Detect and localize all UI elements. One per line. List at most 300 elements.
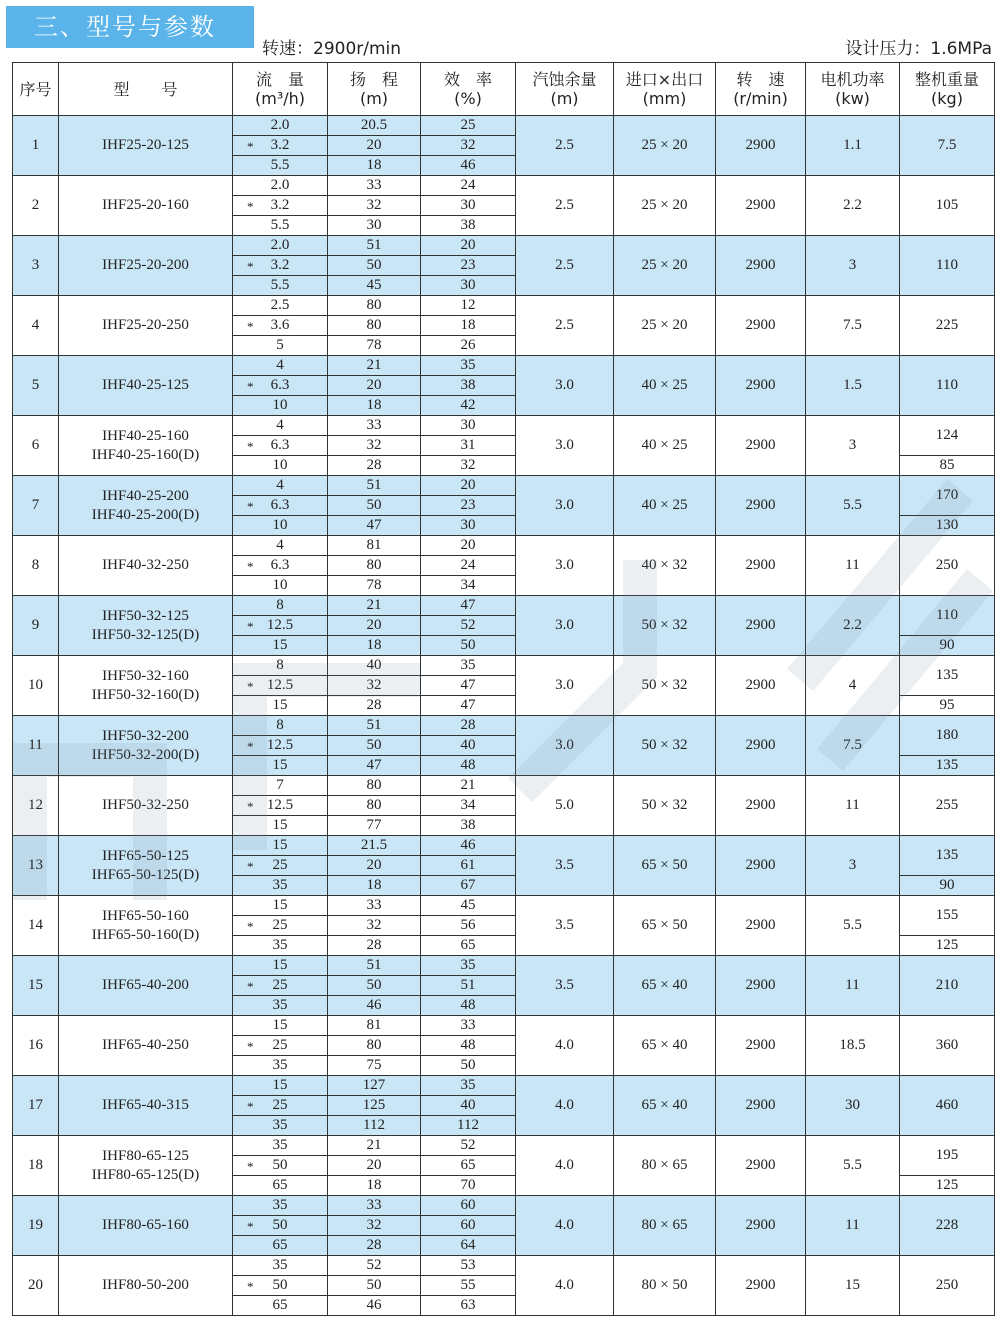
efficiency-value: 38 — [421, 216, 516, 236]
flow-number: 15 — [272, 1077, 288, 1093]
header-flow: 流 量 (m³/h) — [233, 63, 328, 116]
rated-point-mark: * — [247, 619, 254, 634]
flow-value — [233, 836, 328, 856]
flow-value — [233, 796, 328, 816]
speed-value: 2900 — [716, 896, 806, 956]
inlet-outlet-value: 25 × 20 — [614, 176, 716, 236]
flow-number: 6.3 — [270, 497, 290, 513]
head-value: 33 — [328, 896, 421, 916]
flow-value — [233, 436, 328, 456]
head-value: 80 — [328, 296, 421, 316]
flow-number: 35 — [272, 1057, 288, 1073]
npsh-value: 5.0 — [516, 776, 614, 836]
efficiency-value: 46 — [421, 156, 516, 176]
model-name: IHF40-25-160 — [102, 427, 189, 444]
flow-value — [233, 716, 328, 736]
header-weight: 整机重量 (kg) — [900, 63, 995, 116]
npsh-value: 3.5 — [516, 896, 614, 956]
head-value: 80 — [328, 556, 421, 576]
flow-value — [233, 916, 328, 936]
flow-value — [233, 816, 328, 836]
head-value: 32 — [328, 1216, 421, 1236]
flow-number: 4 — [276, 417, 284, 433]
inlet-outlet-value: 65 × 40 — [614, 1016, 716, 1076]
weight-value: 155 — [900, 896, 995, 936]
model-cell — [59, 836, 233, 896]
rated-point-mark: * — [247, 919, 254, 934]
rated-point-mark: * — [247, 259, 254, 274]
model-cell — [59, 716, 233, 776]
flow-number: 65 — [272, 1177, 288, 1193]
head-value: 78 — [328, 336, 421, 356]
table-row — [13, 536, 995, 556]
efficiency-value: 20 — [421, 236, 516, 256]
head-value: 32 — [328, 436, 421, 456]
header-power: 电机功率 (kw) — [806, 63, 900, 116]
efficiency-value: 25 — [421, 116, 516, 136]
row-number: 5 — [13, 356, 59, 416]
flow-value — [233, 1236, 328, 1256]
model-cell — [59, 596, 233, 656]
flow-number: 4 — [276, 357, 284, 373]
row-number: 11 — [13, 716, 59, 776]
efficiency-value: 52 — [421, 616, 516, 636]
table-row — [13, 416, 995, 436]
flow-value — [233, 116, 328, 136]
flow-value — [233, 536, 328, 556]
flow-value — [233, 656, 328, 676]
npsh-value: 3.0 — [516, 656, 614, 716]
model-cell — [59, 1136, 233, 1196]
flow-value — [233, 196, 328, 216]
weight-value: 360 — [900, 1016, 995, 1076]
header-model: 型 号 — [59, 63, 233, 116]
inlet-outlet-value: 40 × 25 — [614, 416, 716, 476]
power-value: 11 — [806, 956, 900, 1016]
model-name: IHF50-32-250 — [102, 797, 189, 813]
header-efficiency: 效 率 (%) — [421, 63, 516, 116]
flow-number: 12.5 — [266, 617, 294, 633]
weight-value: 125 — [900, 936, 995, 956]
model-name: IHF40-32-250 — [102, 557, 189, 573]
efficiency-value: 50 — [421, 636, 516, 656]
rated-point-mark: * — [247, 859, 254, 874]
npsh-value: 3.5 — [516, 956, 614, 1016]
efficiency-value: 35 — [421, 956, 516, 976]
flow-number: 3.2 — [270, 197, 290, 213]
table-row — [13, 1136, 995, 1156]
flow-number: 25 — [272, 857, 288, 873]
npsh-value: 4.0 — [516, 1136, 614, 1196]
header-npsh: 汽蚀余量 (m) — [516, 63, 614, 116]
flow-number: 35 — [272, 1117, 288, 1133]
model-name: IHF80-65-125 — [102, 1147, 189, 1164]
speed-value: 2900 — [716, 536, 806, 596]
head-value: 30 — [328, 216, 421, 236]
power-value: 2.2 — [806, 596, 900, 656]
rated-point-mark: * — [247, 559, 254, 574]
speed-value: 2900 — [716, 416, 806, 476]
model-name: IHF50-32-200 — [102, 727, 189, 744]
power-value: 3 — [806, 236, 900, 296]
head-value: 50 — [328, 256, 421, 276]
flow-value — [233, 636, 328, 656]
power-value: 5.5 — [806, 896, 900, 956]
efficiency-value: 67 — [421, 876, 516, 896]
model-name: IHF40-25-200(D) — [91, 506, 200, 523]
flow-number: 25 — [272, 1037, 288, 1053]
power-value: 2.2 — [806, 176, 900, 236]
flow-value — [233, 996, 328, 1016]
flow-number: 15 — [272, 697, 288, 713]
npsh-value: 4.0 — [516, 1256, 614, 1316]
model-cell — [59, 656, 233, 716]
flow-value — [233, 356, 328, 376]
head-value: 47 — [328, 516, 421, 536]
flow-number: 35 — [272, 1197, 288, 1213]
efficiency-value: 30 — [421, 416, 516, 436]
model-cell — [59, 1196, 233, 1256]
efficiency-value: 48 — [421, 756, 516, 776]
efficiency-value: 38 — [421, 376, 516, 396]
inlet-outlet-value: 50 × 32 — [614, 716, 716, 776]
efficiency-value: 47 — [421, 696, 516, 716]
row-number: 4 — [13, 296, 59, 356]
head-value: 18 — [328, 396, 421, 416]
power-value: 5.5 — [806, 1136, 900, 1196]
row-number: 15 — [13, 956, 59, 1016]
head-value: 21 — [328, 1136, 421, 1156]
flow-number: 15 — [272, 817, 288, 833]
weight-value: 130 — [900, 516, 995, 536]
flow-number: 65 — [272, 1297, 288, 1313]
flow-number: 35 — [272, 877, 288, 893]
head-value: 45 — [328, 276, 421, 296]
head-value: 80 — [328, 316, 421, 336]
efficiency-value: 46 — [421, 836, 516, 856]
head-value: 18 — [328, 876, 421, 896]
efficiency-value: 61 — [421, 856, 516, 876]
efficiency-value: 34 — [421, 576, 516, 596]
rated-point-mark: * — [247, 1159, 254, 1174]
head-value: 20 — [328, 856, 421, 876]
speed-value: 2900 — [716, 596, 806, 656]
rated-point-mark: * — [247, 499, 254, 514]
parameter-table — [12, 62, 995, 1316]
model-name: IHF65-50-160(D) — [91, 926, 200, 943]
row-number: 2 — [13, 176, 59, 236]
efficiency-value: 24 — [421, 556, 516, 576]
inlet-outlet-value: 65 × 50 — [614, 836, 716, 896]
head-value: 127 — [328, 1076, 421, 1096]
flow-number: 12.5 — [266, 797, 294, 813]
weight-value: 125 — [900, 1176, 995, 1196]
inlet-outlet-value: 65 × 40 — [614, 956, 716, 1016]
model-name: IHF25-20-250 — [102, 317, 189, 333]
speed-value: 2900 — [716, 836, 806, 896]
model-cell — [59, 236, 233, 296]
flow-value — [233, 676, 328, 696]
weight-value: 90 — [900, 876, 995, 896]
head-value: 51 — [328, 476, 421, 496]
head-value: 78 — [328, 576, 421, 596]
flow-number: 15 — [272, 957, 288, 973]
power-value: 3 — [806, 836, 900, 896]
flow-value — [233, 176, 328, 196]
head-value: 81 — [328, 1016, 421, 1036]
npsh-value: 3.0 — [516, 596, 614, 656]
npsh-value: 2.5 — [516, 116, 614, 176]
inlet-outlet-value: 50 × 32 — [614, 656, 716, 716]
model-cell — [59, 536, 233, 596]
weight-value: 95 — [900, 696, 995, 716]
efficiency-value: 12 — [421, 296, 516, 316]
model-cell — [59, 476, 233, 536]
model-cell — [59, 116, 233, 176]
head-value: 81 — [328, 536, 421, 556]
head-value: 33 — [328, 176, 421, 196]
flow-number: 15 — [272, 1017, 288, 1033]
efficiency-value: 48 — [421, 996, 516, 1016]
model-name: IHF50-32-125 — [102, 607, 189, 624]
efficiency-value: 20 — [421, 476, 516, 496]
flow-number: 50 — [272, 1157, 288, 1173]
row-number: 10 — [13, 656, 59, 716]
flow-value — [233, 1256, 328, 1276]
efficiency-value: 26 — [421, 336, 516, 356]
head-value: 28 — [328, 696, 421, 716]
power-value: 1.5 — [806, 356, 900, 416]
head-value: 51 — [328, 236, 421, 256]
flow-value — [233, 976, 328, 996]
flow-value — [233, 1036, 328, 1056]
flow-number: 50 — [272, 1217, 288, 1233]
head-value: 33 — [328, 1196, 421, 1216]
flow-number: 15 — [272, 637, 288, 653]
flow-number: 3.2 — [270, 257, 290, 273]
head-value: 46 — [328, 1296, 421, 1316]
head-value: 125 — [328, 1096, 421, 1116]
head-value: 20.5 — [328, 116, 421, 136]
npsh-value: 2.5 — [516, 176, 614, 236]
inlet-outlet-value: 25 × 20 — [614, 296, 716, 356]
flow-number: 25 — [272, 977, 288, 993]
head-value: 18 — [328, 156, 421, 176]
rated-point-mark: * — [247, 1219, 254, 1234]
speed-value: 2900 — [716, 1016, 806, 1076]
npsh-value: 4.0 — [516, 1196, 614, 1256]
weight-value: 250 — [900, 536, 995, 596]
speed-value: 2900 — [716, 716, 806, 776]
speed-note: 转速：2900r/min — [262, 39, 402, 59]
speed-value: 2900 — [716, 1076, 806, 1136]
head-value: 21 — [328, 596, 421, 616]
efficiency-value: 34 — [421, 796, 516, 816]
speed-value: 2900 — [716, 236, 806, 296]
row-number: 18 — [13, 1136, 59, 1196]
head-value: 80 — [328, 796, 421, 816]
row-number: 9 — [13, 596, 59, 656]
head-value: 51 — [328, 956, 421, 976]
row-number: 6 — [13, 416, 59, 476]
table-row — [13, 596, 995, 616]
model-name: IHF40-25-200 — [102, 487, 189, 504]
header-speed: 转 速 (r/min) — [716, 63, 806, 116]
flow-value — [233, 896, 328, 916]
speed-value: 2900 — [716, 176, 806, 236]
speed-value: 2900 — [716, 116, 806, 176]
model-name: IHF80-65-160 — [102, 1217, 189, 1233]
model-name: IHF40-25-160(D) — [91, 446, 200, 463]
flow-value — [233, 216, 328, 236]
weight-value: 135 — [900, 656, 995, 696]
power-value: 7.5 — [806, 716, 900, 776]
head-value: 52 — [328, 1256, 421, 1276]
inlet-outlet-value: 80 × 50 — [614, 1256, 716, 1316]
model-cell — [59, 896, 233, 956]
model-name: IHF65-40-315 — [102, 1097, 189, 1113]
efficiency-value: 53 — [421, 1256, 516, 1276]
flow-number: 10 — [272, 457, 288, 473]
table-row — [13, 176, 995, 196]
efficiency-value: 31 — [421, 436, 516, 456]
flow-number: 2.0 — [270, 117, 290, 133]
power-value: 3 — [806, 416, 900, 476]
head-value: 20 — [328, 1156, 421, 1176]
table-row — [13, 236, 995, 256]
efficiency-value: 52 — [421, 1136, 516, 1156]
flow-number: 12.5 — [266, 737, 294, 753]
efficiency-value: 32 — [421, 136, 516, 156]
flow-number: 8 — [276, 717, 284, 733]
npsh-value: 4.0 — [516, 1016, 614, 1076]
efficiency-value: 35 — [421, 356, 516, 376]
flow-value — [233, 776, 328, 796]
efficiency-value: 30 — [421, 196, 516, 216]
head-value: 33 — [328, 416, 421, 436]
head-value: 28 — [328, 456, 421, 476]
efficiency-value: 112 — [421, 1116, 516, 1136]
power-value: 1.1 — [806, 116, 900, 176]
flow-value — [233, 936, 328, 956]
inlet-outlet-value: 40 × 25 — [614, 476, 716, 536]
rated-point-mark: * — [247, 439, 254, 454]
table-row — [13, 476, 995, 496]
model-name: IHF65-50-125 — [102, 847, 189, 864]
flow-value — [233, 596, 328, 616]
head-value: 20 — [328, 136, 421, 156]
model-name: IHF25-20-125 — [102, 137, 189, 153]
flow-number: 12.5 — [266, 677, 294, 693]
power-value: 15 — [806, 1256, 900, 1316]
row-number: 1 — [13, 116, 59, 176]
flow-value — [233, 236, 328, 256]
table-row — [13, 1256, 995, 1276]
efficiency-value: 40 — [421, 1096, 516, 1116]
head-value: 21.5 — [328, 836, 421, 856]
efficiency-value: 30 — [421, 516, 516, 536]
model-name: IHF80-50-200 — [102, 1277, 189, 1293]
table-row — [13, 716, 995, 736]
flow-value — [233, 376, 328, 396]
rated-point-mark: * — [247, 679, 254, 694]
speed-value: 2900 — [716, 956, 806, 1016]
flow-number: 10 — [272, 517, 288, 533]
flow-value — [233, 516, 328, 536]
model-cell — [59, 956, 233, 1016]
flow-value — [233, 456, 328, 476]
efficiency-value: 33 — [421, 1016, 516, 1036]
flow-number: 15 — [272, 757, 288, 773]
flow-number: 3.6 — [270, 317, 290, 333]
weight-value: 110 — [900, 596, 995, 636]
table-row — [13, 1196, 995, 1216]
flow-number: 15 — [272, 897, 288, 913]
head-value: 32 — [328, 676, 421, 696]
flow-value — [233, 1196, 328, 1216]
flow-value — [233, 1156, 328, 1176]
efficiency-value: 63 — [421, 1296, 516, 1316]
flow-number: 4 — [276, 477, 284, 493]
head-value: 112 — [328, 1116, 421, 1136]
table-row — [13, 1016, 995, 1036]
flow-number: 8 — [276, 597, 284, 613]
flow-value — [233, 576, 328, 596]
table-row — [13, 1076, 995, 1096]
row-number: 12 — [13, 776, 59, 836]
weight-value: 225 — [900, 296, 995, 356]
weight-value: 255 — [900, 776, 995, 836]
model-cell — [59, 1256, 233, 1316]
weight-value: 460 — [900, 1076, 995, 1136]
flow-value — [233, 416, 328, 436]
model-cell — [59, 776, 233, 836]
efficiency-value: 47 — [421, 596, 516, 616]
npsh-value: 3.0 — [516, 356, 614, 416]
row-number: 13 — [13, 836, 59, 896]
flow-value — [233, 1056, 328, 1076]
rated-point-mark: * — [247, 319, 254, 334]
flow-value — [233, 476, 328, 496]
efficiency-value: 21 — [421, 776, 516, 796]
flow-value — [233, 1116, 328, 1136]
weight-value: 228 — [900, 1196, 995, 1256]
weight-value: 170 — [900, 476, 995, 516]
flow-number: 25 — [272, 917, 288, 933]
flow-value — [233, 136, 328, 156]
efficiency-value: 30 — [421, 276, 516, 296]
flow-value — [233, 756, 328, 776]
flow-number: 5.5 — [270, 217, 290, 233]
rated-point-mark: * — [247, 199, 254, 214]
inlet-outlet-value: 50 × 32 — [614, 596, 716, 656]
flow-value — [233, 556, 328, 576]
efficiency-value: 24 — [421, 176, 516, 196]
weight-value: 124 — [900, 416, 995, 456]
model-name: IHF65-50-160 — [102, 907, 189, 924]
model-cell — [59, 356, 233, 416]
model-cell — [59, 416, 233, 476]
flow-number: 3.2 — [270, 137, 290, 153]
efficiency-value: 65 — [421, 936, 516, 956]
model-cell — [59, 176, 233, 236]
flow-number: 4 — [276, 537, 284, 553]
weight-value: 110 — [900, 356, 995, 416]
weight-value: 7.5 — [900, 116, 995, 176]
rated-point-mark: * — [247, 1039, 254, 1054]
weight-value: 195 — [900, 1136, 995, 1176]
head-value: 51 — [328, 716, 421, 736]
